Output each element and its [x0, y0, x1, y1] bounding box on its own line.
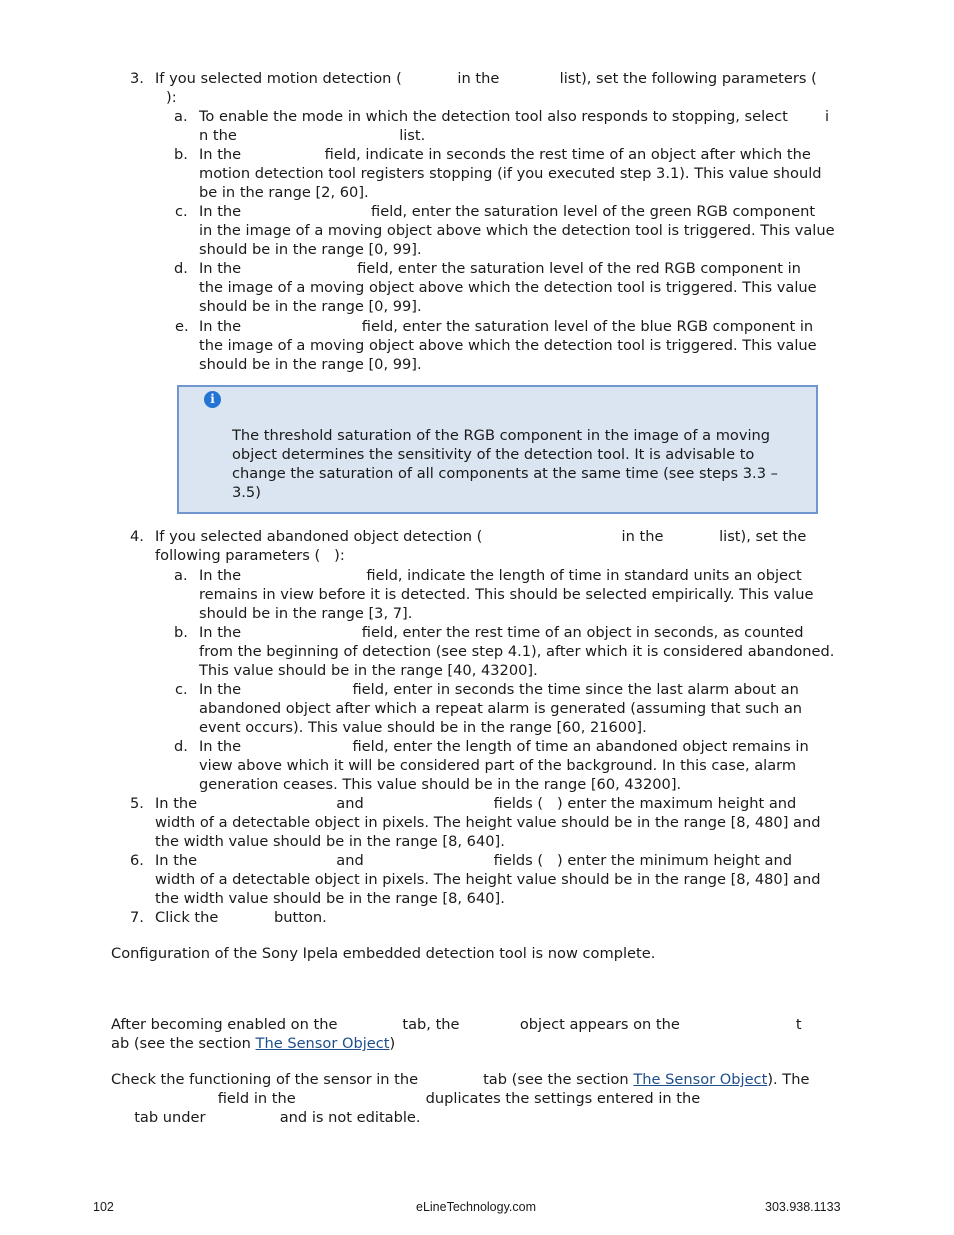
step3-line: If you selected motion detection ( in the list), set the following parameters ( [155, 70, 817, 87]
step3e-line: should be in the range [0, 99]. [199, 356, 422, 373]
step3b-line: be in the range [2, 60]. [199, 184, 369, 201]
para2-line: tab under and is not editable. [111, 1109, 421, 1126]
step5-line: In the and fields ( ) enter the maximum height and [155, 795, 797, 812]
step4-line: following parameters ( ): [155, 547, 345, 564]
step6-line: the width value should be in the range [8, 640]. [155, 890, 505, 907]
step-number: 7. [130, 909, 144, 926]
step-number: 3. [130, 70, 144, 87]
step3e-line: In the field, enter the saturation level of the blue RGB component in [199, 318, 814, 335]
substep-letter: c. [175, 203, 188, 220]
step6-line: width of a detectable object in pixels. The height value should be in the range [8, 480] and [155, 871, 821, 888]
note-line: object determines the sensitivity of the detection tool. It is advisable to [232, 446, 755, 463]
step3a-line: n the list. [199, 127, 426, 144]
step4b-line: In the field, enter the rest time of an object in seconds, as counted [199, 624, 804, 641]
step3d-line: In the field, enter the saturation level of the red RGB component in [199, 260, 801, 277]
step4c-line: abandoned object after which a repeat alarm is generated (assuming that such an [199, 700, 803, 717]
para2-text: ). The [767, 1071, 810, 1088]
step-number: 4. [130, 528, 144, 545]
footer-phone: 303.938.1133 [765, 1200, 841, 1214]
substep-letter: c. [175, 681, 188, 698]
note-line: 3.5) [232, 484, 261, 501]
footer-site: eLineTechnology.com [416, 1200, 536, 1214]
para1-line: After becoming enabled on the tab, the object appears on the t [111, 1016, 802, 1033]
page-number: 102 [93, 1200, 114, 1214]
step3b-line: In the field, indicate in seconds the rest time of an object after which the [199, 146, 811, 163]
substep-letter: a. [174, 567, 188, 584]
substep-letter: d. [174, 260, 188, 277]
step4a-line: remains in view before it is detected. This should be selected empirically. This value [199, 586, 814, 603]
step3e-line: the image of a moving object above which the detection tool is triggered. This value [199, 337, 817, 354]
step3c-line: In the field, enter the saturation level of the green RGB component [199, 203, 816, 220]
note-line: The threshold saturation of the RGB component in the image of a moving [232, 427, 771, 444]
para2-text: Check the functioning of the sensor in the tab (see the section [111, 1071, 634, 1088]
step4c-line: In the field, enter in seconds the time since the last alarm about an [199, 681, 799, 698]
info-icon: i [204, 391, 221, 408]
step4a-line: should be in the range [3, 7]. [199, 605, 413, 622]
step4-line: If you selected abandoned object detection ( in the list), set the [155, 528, 807, 545]
substep-letter: a. [174, 108, 188, 125]
step3d-line: should be in the range [0, 99]. [199, 298, 422, 315]
para2-line: field in the duplicates the settings entered in the [111, 1090, 701, 1107]
substep-letter: d. [174, 738, 188, 755]
step4d-line: view above which it will be considered part of the background. In this case, alarm [199, 757, 797, 774]
para1-text: ) [389, 1035, 396, 1052]
step4d-line: generation ceases. This value should be in the range [60, 43200]. [199, 776, 682, 793]
note-line: change the saturation of all components at the same time (see steps 3.3 – [232, 465, 778, 482]
substep-letter: e. [175, 318, 189, 335]
sensor-object-link[interactable]: The Sensor Object [255, 1035, 390, 1052]
step5-line: the width value should be in the range [8, 640]. [155, 833, 505, 850]
step3a-line: To enable the mode in which the detection tool also responds to stopping, select i [199, 108, 830, 125]
step3d-line: the image of a moving object above which the detection tool is triggered. This value [199, 279, 817, 296]
step3-line: ): [166, 89, 177, 106]
step-number: 6. [130, 852, 144, 869]
para2-line [111, 1070, 809, 1089]
step4b-line: from the beginning of detection (see step 4.1), after which it is considered abandoned. [199, 643, 835, 660]
note-box [177, 385, 818, 514]
substep-letter: b. [174, 624, 188, 641]
completion-text: Configuration of the Sony Ipela embedded detection tool is now complete. [111, 945, 656, 962]
step4b-line: This value should be in the range [40, 43200]. [199, 662, 538, 679]
step3b-line: motion detection tool registers stopping (if you executed step 3.1). This value should [199, 165, 822, 182]
para1-text: ab (see the section [111, 1035, 256, 1052]
step7-line: Click the button. [155, 909, 327, 926]
para1-line [111, 1034, 395, 1053]
step5-line: width of a detectable object in pixels. The height value should be in the range [8, 480] and [155, 814, 821, 831]
step4d-line: In the field, enter the length of time an abandoned object remains in [199, 738, 809, 755]
step6-line: In the and fields ( ) enter the minimum height and [155, 852, 792, 869]
step-number: 5. [130, 795, 144, 812]
step3c-line: in the image of a moving object above which the detection tool is triggered. This value [199, 222, 835, 239]
substep-letter: b. [174, 146, 188, 163]
step4c-line: event occurs). This value should be in the range [60, 21600]. [199, 719, 647, 736]
step4a-line: In the field, indicate the length of time in standard units an object [199, 567, 802, 584]
step3c-line: should be in the range [0, 99]. [199, 241, 422, 258]
sensor-object-link[interactable]: The Sensor Object [633, 1071, 768, 1088]
